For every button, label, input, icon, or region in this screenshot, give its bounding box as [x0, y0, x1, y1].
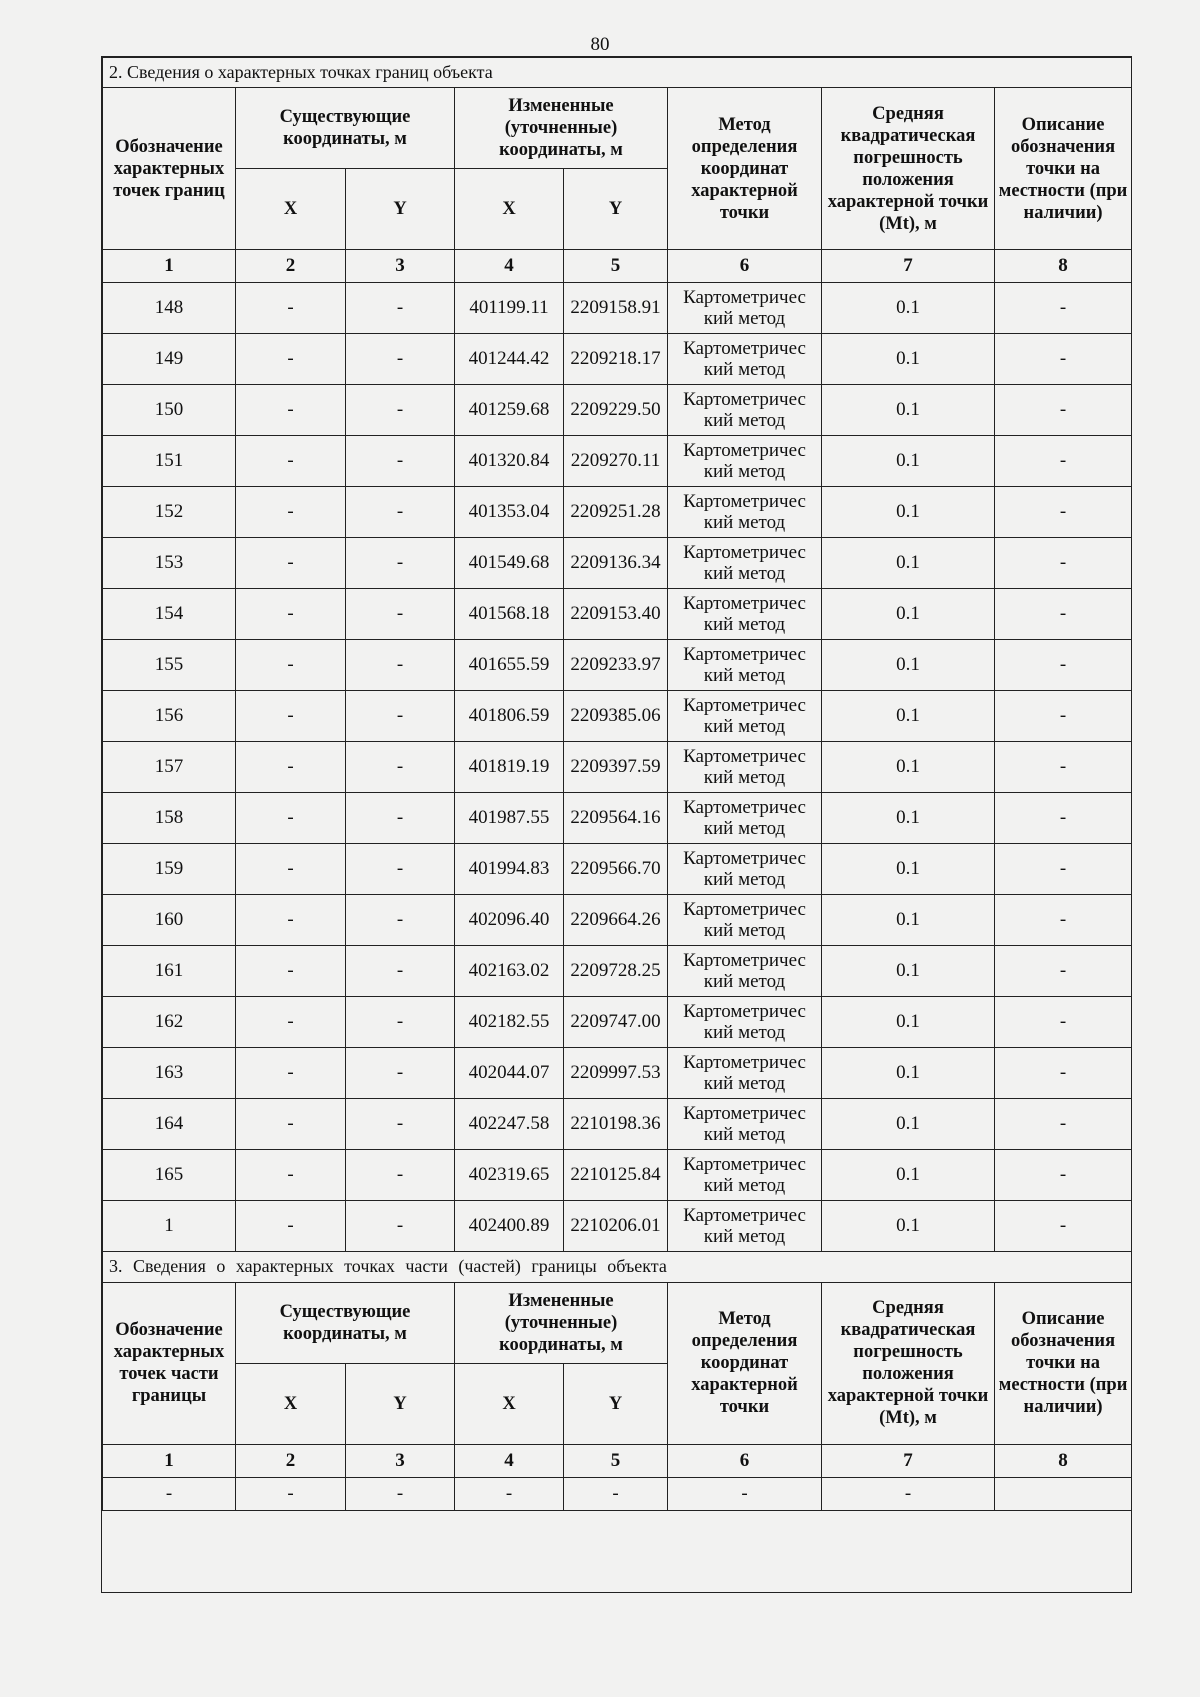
header-mean-square-error: Средняя квадратическая погрешность положения характерной точки (Mt), м: [822, 1282, 995, 1444]
header-point-designation: Обозначение характерных точек границ: [103, 88, 236, 250]
point-number-cell: 148: [103, 283, 236, 334]
point-number-cell: 154: [103, 589, 236, 640]
table-row: [103, 436, 1132, 487]
method-cell: Картометричес кий метод: [668, 436, 822, 487]
description-cell: -: [995, 691, 1132, 742]
table-row: [103, 487, 1132, 538]
changed-x-cell: 401199.11: [455, 283, 564, 334]
header-method: Метод определения координат характерной точки: [668, 1282, 822, 1444]
existing-y-cell: -: [346, 997, 455, 1048]
column-number: 5: [564, 250, 668, 283]
changed-y-cell: 2209229.50: [564, 385, 668, 436]
changed-x-cell: 401819.19: [455, 742, 564, 793]
table-row: [103, 1150, 1132, 1201]
method-cell: Картометричес кий метод: [668, 895, 822, 946]
changed-y-cell: 2209747.00: [564, 997, 668, 1048]
existing-x-cell: -: [236, 1099, 346, 1150]
description-cell: -: [995, 895, 1132, 946]
existing-x-cell: -: [236, 538, 346, 589]
boundary-points-body: [103, 283, 1132, 1252]
existing-x-cell: -: [236, 793, 346, 844]
existing-x-cell: -: [236, 436, 346, 487]
method-cell: Картометричес кий метод: [668, 283, 822, 334]
changed-y-cell: 2209664.26: [564, 895, 668, 946]
changed-x-cell: 402247.58: [455, 1099, 564, 1150]
changed-y-cell: 2210198.36: [564, 1099, 668, 1150]
point-number-cell: 161: [103, 946, 236, 997]
changed-x-cell: 401244.42: [455, 334, 564, 385]
table-cell: -: [668, 1477, 822, 1510]
column-number-row: [103, 1444, 1132, 1477]
changed-x-cell: 401320.84: [455, 436, 564, 487]
method-cell: Картометричес кий метод: [668, 1048, 822, 1099]
existing-y-cell: -: [346, 640, 455, 691]
point-number-cell: 152: [103, 487, 236, 538]
point-number-cell: 158: [103, 793, 236, 844]
existing-x-cell: -: [236, 640, 346, 691]
description-cell: -: [995, 589, 1132, 640]
description-cell: -: [995, 793, 1132, 844]
existing-x-cell: -: [236, 487, 346, 538]
table-row: [103, 1477, 1132, 1510]
method-cell: Картометричес кий метод: [668, 385, 822, 436]
header-method: Метод определения координат характерной точки: [668, 88, 822, 250]
description-cell: -: [995, 1201, 1132, 1252]
method-cell: Картометричес кий метод: [668, 946, 822, 997]
point-number-cell: 162: [103, 997, 236, 1048]
description-cell: -: [995, 538, 1132, 589]
point-number-cell: 149: [103, 334, 236, 385]
header-existing-y: Y: [346, 169, 455, 250]
mean-square-error-cell: 0.1: [822, 385, 995, 436]
point-number-cell: 160: [103, 895, 236, 946]
description-cell: -: [995, 1048, 1132, 1099]
existing-x-cell: -: [236, 1150, 346, 1201]
table-row: [103, 997, 1132, 1048]
method-cell: Картометричес кий метод: [668, 1201, 822, 1252]
table-row: [103, 1048, 1132, 1099]
changed-y-cell: 2209158.91: [564, 283, 668, 334]
table-row: [103, 334, 1132, 385]
mean-square-error-cell: 0.1: [822, 436, 995, 487]
column-number: 2: [236, 1444, 346, 1477]
table-row: [103, 385, 1132, 436]
changed-y-cell: 2209270.11: [564, 436, 668, 487]
existing-y-cell: -: [346, 1099, 455, 1150]
description-cell: -: [995, 946, 1132, 997]
changed-y-cell: 2209385.06: [564, 691, 668, 742]
changed-x-cell: 401655.59: [455, 640, 564, 691]
existing-y-cell: -: [346, 1201, 455, 1252]
changed-y-cell: 2209218.17: [564, 334, 668, 385]
point-number-cell: 151: [103, 436, 236, 487]
existing-y-cell: -: [346, 844, 455, 895]
column-number: 1: [103, 250, 236, 283]
table-cell: -: [103, 1477, 236, 1510]
existing-y-cell: -: [346, 742, 455, 793]
existing-y-cell: -: [346, 793, 455, 844]
point-number-cell: 164: [103, 1099, 236, 1150]
page-number: 80: [590, 34, 610, 55]
changed-y-cell: 2209564.16: [564, 793, 668, 844]
section-2-title: 2. Сведения о характерных точках границ объекта: [103, 58, 1132, 88]
existing-y-cell: -: [346, 895, 455, 946]
description-cell: -: [995, 742, 1132, 793]
method-cell: Картометричес кий метод: [668, 589, 822, 640]
column-number: 5: [564, 1444, 668, 1477]
changed-y-cell: 2209397.59: [564, 742, 668, 793]
existing-y-cell: -: [346, 1150, 455, 1201]
changed-y-cell: 2209997.53: [564, 1048, 668, 1099]
table-cell: -: [564, 1477, 668, 1510]
changed-x-cell: 402319.65: [455, 1150, 564, 1201]
header-mean-square-error: Средняя квадратическая погрешность положения характерной точки (Mt), м: [822, 88, 995, 250]
table-row: [103, 1099, 1132, 1150]
existing-y-cell: -: [346, 334, 455, 385]
description-cell: -: [995, 640, 1132, 691]
method-cell: Картометричес кий метод: [668, 793, 822, 844]
method-cell: Картометричес кий метод: [668, 487, 822, 538]
description-cell: -: [995, 487, 1132, 538]
header-changed-x: X: [455, 1363, 564, 1444]
column-number: 6: [668, 250, 822, 283]
changed-x-cell: 401549.68: [455, 538, 564, 589]
description-cell: -: [995, 334, 1132, 385]
description-cell: -: [995, 283, 1132, 334]
column-number: 3: [346, 1444, 455, 1477]
mean-square-error-cell: 0.1: [822, 1048, 995, 1099]
changed-x-cell: 402182.55: [455, 997, 564, 1048]
changed-y-cell: 2209233.97: [564, 640, 668, 691]
mean-square-error-cell: 0.1: [822, 538, 995, 589]
table-row: [103, 895, 1132, 946]
mean-square-error-cell: 0.1: [822, 1150, 995, 1201]
column-number: 7: [822, 1444, 995, 1477]
existing-x-cell: -: [236, 334, 346, 385]
existing-y-cell: -: [346, 385, 455, 436]
existing-x-cell: -: [236, 742, 346, 793]
changed-x-cell: 401568.18: [455, 589, 564, 640]
mean-square-error-cell: 0.1: [822, 844, 995, 895]
point-number-cell: 163: [103, 1048, 236, 1099]
mean-square-error-cell: 0.1: [822, 1201, 995, 1252]
changed-y-cell: 2209136.34: [564, 538, 668, 589]
existing-x-cell: -: [236, 844, 346, 895]
column-number-row: [103, 250, 1132, 283]
method-cell: Картометричес кий метод: [668, 640, 822, 691]
changed-y-cell: 2210206.01: [564, 1201, 668, 1252]
description-cell: -: [995, 385, 1132, 436]
method-cell: Картометричес кий метод: [668, 1099, 822, 1150]
method-cell: Картометричес кий метод: [668, 334, 822, 385]
header-changed-y: Y: [564, 169, 668, 250]
changed-x-cell: 402044.07: [455, 1048, 564, 1099]
header-description: Описание обозначения точки на местности (при наличии): [995, 88, 1132, 250]
changed-y-cell: 2209251.28: [564, 487, 668, 538]
changed-x-cell: 402400.89: [455, 1201, 564, 1252]
boundary-points-table: [102, 57, 1132, 1252]
column-number: 8: [995, 250, 1132, 283]
column-number: 4: [455, 250, 564, 283]
method-cell: Картометричес кий метод: [668, 1150, 822, 1201]
description-cell: -: [995, 1150, 1132, 1201]
header-point-designation: Обозначение характерных точек части границы: [103, 1282, 236, 1444]
table-row: [103, 946, 1132, 997]
description-cell: -: [995, 1099, 1132, 1150]
changed-x-cell: 401987.55: [455, 793, 564, 844]
part-boundary-points-body: [103, 1477, 1132, 1510]
mean-square-error-cell: 0.1: [822, 742, 995, 793]
existing-x-cell: -: [236, 385, 346, 436]
existing-y-cell: -: [346, 946, 455, 997]
description-cell: -: [995, 997, 1132, 1048]
mean-square-error-cell: 0.1: [822, 589, 995, 640]
table-row: [103, 589, 1132, 640]
existing-y-cell: -: [346, 487, 455, 538]
mean-square-error-cell: 0.1: [822, 691, 995, 742]
point-number-cell: 165: [103, 1150, 236, 1201]
changed-x-cell: 402096.40: [455, 895, 564, 946]
table-cell: -: [236, 1477, 346, 1510]
column-number: 6: [668, 1444, 822, 1477]
existing-y-cell: -: [346, 436, 455, 487]
mean-square-error-cell: 0.1: [822, 283, 995, 334]
existing-x-cell: -: [236, 1048, 346, 1099]
changed-x-cell: 401259.68: [455, 385, 564, 436]
column-number: 8: [995, 1444, 1132, 1477]
existing-y-cell: -: [346, 538, 455, 589]
mean-square-error-cell: 0.1: [822, 640, 995, 691]
document-frame: [101, 56, 1132, 1593]
table-row: [103, 1201, 1132, 1252]
point-number-cell: 1: [103, 1201, 236, 1252]
existing-x-cell: -: [236, 1201, 346, 1252]
changed-x-cell: 401353.04: [455, 487, 564, 538]
changed-x-cell: 402163.02: [455, 946, 564, 997]
column-number: 2: [236, 250, 346, 283]
column-number: 3: [346, 250, 455, 283]
method-cell: Картометричес кий метод: [668, 691, 822, 742]
table-row: [103, 691, 1132, 742]
method-cell: Картометричес кий метод: [668, 742, 822, 793]
method-cell: Картометричес кий метод: [668, 538, 822, 589]
mean-square-error-cell: 0.1: [822, 793, 995, 844]
point-number-cell: 155: [103, 640, 236, 691]
mean-square-error-cell: 0.1: [822, 1099, 995, 1150]
table-cell: -: [346, 1477, 455, 1510]
header-changed-y: Y: [564, 1363, 668, 1444]
changed-y-cell: 2209566.70: [564, 844, 668, 895]
section-3-title: 3. Сведения о характерных точках части (частей) границы объекта: [103, 1252, 1132, 1282]
mean-square-error-cell: 0.1: [822, 895, 995, 946]
point-number-cell: 159: [103, 844, 236, 895]
header-changed-coordinates: Измененные (уточненные) координаты, м: [455, 88, 668, 169]
column-number: 7: [822, 250, 995, 283]
mean-square-error-cell: 0.1: [822, 487, 995, 538]
method-cell: Картометричес кий метод: [668, 997, 822, 1048]
point-number-cell: 156: [103, 691, 236, 742]
table-cell: -: [822, 1477, 995, 1510]
existing-y-cell: -: [346, 691, 455, 742]
header-existing-coordinates: Существующие координаты, м: [236, 1282, 455, 1363]
point-number-cell: 150: [103, 385, 236, 436]
existing-x-cell: -: [236, 997, 346, 1048]
existing-x-cell: -: [236, 895, 346, 946]
table-row: [103, 538, 1132, 589]
part-boundary-points-table: [102, 1252, 1132, 1511]
changed-y-cell: 2209728.25: [564, 946, 668, 997]
table-cell: [995, 1477, 1132, 1510]
header-description: Описание обозначения точки на местности (при наличии): [995, 1282, 1132, 1444]
mean-square-error-cell: 0.1: [822, 946, 995, 997]
method-cell: Картометричес кий метод: [668, 844, 822, 895]
table-row: [103, 283, 1132, 334]
changed-y-cell: 2210125.84: [564, 1150, 668, 1201]
header-changed-x: X: [455, 169, 564, 250]
existing-x-cell: -: [236, 283, 346, 334]
point-number-cell: 157: [103, 742, 236, 793]
existing-y-cell: -: [346, 283, 455, 334]
point-number-cell: 153: [103, 538, 236, 589]
header-existing-y: Y: [346, 1363, 455, 1444]
table-cell: -: [455, 1477, 564, 1510]
description-cell: -: [995, 844, 1132, 895]
mean-square-error-cell: 0.1: [822, 334, 995, 385]
existing-y-cell: -: [346, 589, 455, 640]
existing-x-cell: -: [236, 589, 346, 640]
header-changed-coordinates: Измененные (уточненные) координаты, м: [455, 1282, 668, 1363]
existing-x-cell: -: [236, 946, 346, 997]
header-existing-x: X: [236, 169, 346, 250]
column-number: 1: [103, 1444, 236, 1477]
mean-square-error-cell: 0.1: [822, 997, 995, 1048]
changed-x-cell: 401806.59: [455, 691, 564, 742]
description-cell: -: [995, 436, 1132, 487]
column-number: 4: [455, 1444, 564, 1477]
table-row: [103, 742, 1132, 793]
header-existing-coordinates: Существующие координаты, м: [236, 88, 455, 169]
table-row: [103, 640, 1132, 691]
changed-y-cell: 2209153.40: [564, 589, 668, 640]
table-row: [103, 844, 1132, 895]
changed-x-cell: 401994.83: [455, 844, 564, 895]
existing-y-cell: -: [346, 1048, 455, 1099]
existing-x-cell: -: [236, 691, 346, 742]
header-existing-x: X: [236, 1363, 346, 1444]
table-row: [103, 793, 1132, 844]
